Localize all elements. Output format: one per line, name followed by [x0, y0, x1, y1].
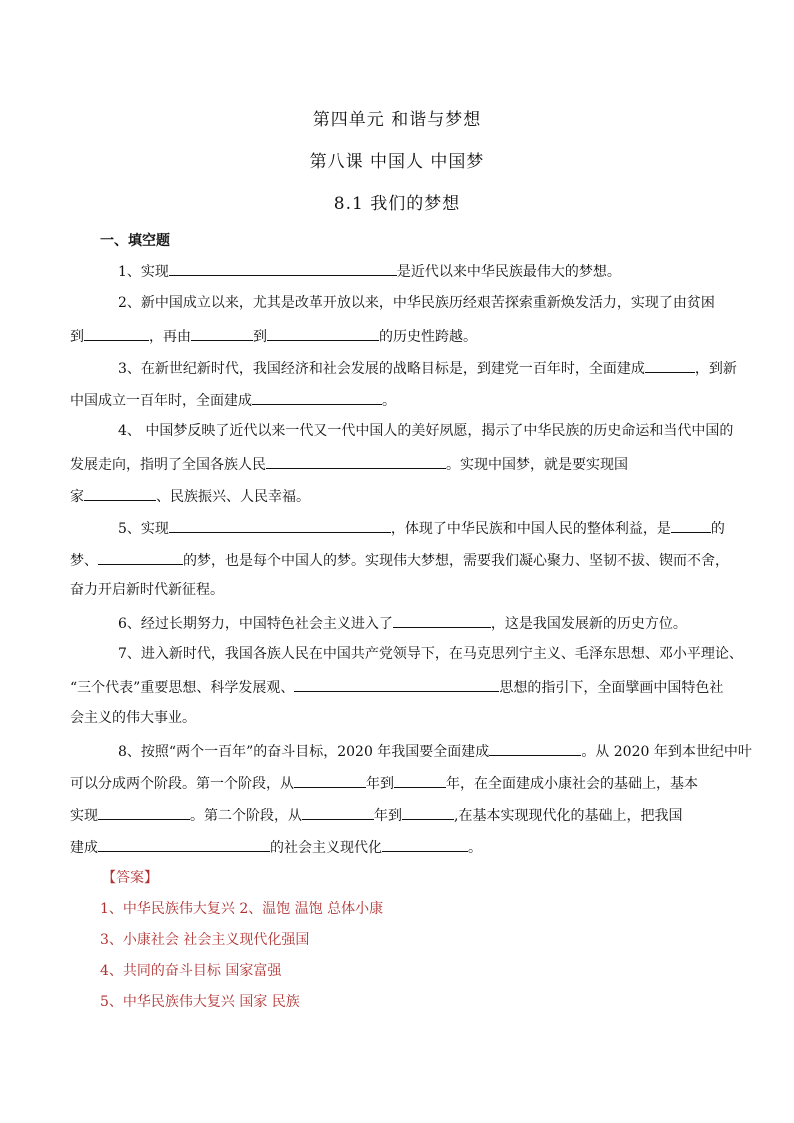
q5-text-b: ，体现了中华民族和中国人民的整体利益，是: [390, 521, 671, 537]
question-4-line-2: [70, 453, 628, 475]
q8-blank-3[interactable]: [394, 772, 446, 788]
q8-blank-7[interactable]: [98, 836, 270, 852]
question-4-line-1: 4、 中国梦反映了近代以来一代又一代中国人的美好夙愿，揭示了中华民族的历史命运和当代中国的: [118, 423, 734, 439]
unit-title: 第四单元 和谐与梦想: [312, 110, 482, 130]
q4-text-c: 家: [70, 489, 84, 505]
q3-blank-1[interactable]: [645, 357, 695, 373]
q6-blank[interactable]: [393, 612, 491, 628]
q8-text-b: 。从 2020 年到本世纪中叶: [581, 744, 752, 760]
q8-blank-1[interactable]: [489, 740, 581, 756]
q1-text-a: 1、实现: [118, 264, 169, 280]
q8-blank-4[interactable]: [98, 804, 190, 820]
question-8-line-4: [70, 836, 482, 858]
question-7-line-3: 会主义的伟大事业。: [70, 710, 196, 726]
q8-text-d: 年到: [366, 776, 394, 792]
q7-text-a: “三个代表”重要思想、科学发展观、: [70, 680, 295, 696]
q5-blank-2[interactable]: [671, 517, 711, 533]
q3-blank-2[interactable]: [252, 389, 382, 405]
q6-text-b: ，这是我国发展新的历史方位。: [490, 616, 687, 632]
q8-text-f: 实现: [70, 808, 98, 824]
question-4-line-3: [70, 485, 310, 507]
q5-text-c: 的: [710, 521, 725, 537]
question-8-line-1: [118, 740, 752, 762]
question-1: [118, 260, 621, 282]
question-3-line-2: [70, 389, 396, 411]
q8-blank-6[interactable]: [402, 804, 454, 820]
question-7-line-1: 7、进入新时代，我国各族人民在中国共产党领导下，在马克思列宁主义、毛泽东思想、邓小平理论、: [118, 646, 743, 662]
q2-text-a: 到: [70, 329, 84, 345]
answer-line-4: 5、中华民族伟大复兴 国家 民族: [100, 994, 300, 1010]
q8-text-g: 。第二个阶段，从: [190, 808, 302, 824]
q8-text-h: 年到: [374, 808, 402, 824]
section-title: 8.1 我们的梦想: [333, 194, 461, 214]
q8-text-a: 8、按照“两个一百年”的奋斗目标，2020 年我国要全面建成: [118, 744, 490, 760]
q7-text-b: 思想的指引下，全面擘画中国特色社: [499, 680, 724, 696]
q8-text-e: 年，在全面建成小康社会的基础上，基本: [446, 776, 698, 792]
q8-text-i: ,在基本实现现代化的基础上，把我国: [454, 808, 683, 824]
q2-blank-2[interactable]: [191, 325, 253, 341]
q8-blank-8[interactable]: [382, 836, 468, 852]
answers-heading: 【答案】: [102, 870, 158, 886]
answer-line-3: 4、共同的奋斗目标 国家富强: [100, 963, 282, 979]
question-8-line-3: [70, 804, 682, 826]
q4-text-b: 。实现中国梦，就是要实现国: [446, 457, 628, 473]
q3-text-c: 中国成立一百年时，全面建成: [70, 393, 252, 409]
question-3-line-1: [118, 357, 737, 379]
q3-text-b: ，到新: [694, 361, 737, 377]
q3-text-d: 。: [382, 393, 396, 409]
q2-blank-3[interactable]: [267, 325, 379, 341]
q2-text-d: 的历史性跨越。: [379, 329, 477, 345]
question-5-line-1: [118, 517, 725, 539]
q1-blank[interactable]: [169, 260, 397, 276]
answer-line-1: 1、中华民族伟大复兴 2、温饱 温饱 总体小康: [100, 901, 384, 917]
question-2-line-2: [70, 325, 477, 347]
q6-text-a: 6、经过长期努力，中国特色社会主义进入了: [118, 616, 393, 632]
lesson-title: 第八课 中国人 中国梦: [309, 152, 485, 172]
q8-blank-2[interactable]: [294, 772, 366, 788]
q2-text-b: ，再由: [149, 329, 191, 345]
fill-blank-heading: 一、填空题: [100, 233, 170, 249]
q8-text-j: 建成: [70, 840, 98, 856]
q7-blank[interactable]: [294, 676, 499, 692]
question-5-line-2: [70, 549, 729, 571]
q8-text-c: 可以分成两个阶段。第一个阶段，从: [70, 776, 294, 792]
q5-text-e: 的梦，也是每个中国人的梦。实现伟大梦想，需要我们凝心聚力、坚韧不拔、锲而不舍，: [183, 553, 729, 569]
q5-text-d: 梦、: [70, 553, 98, 569]
q8-blank-5[interactable]: [302, 804, 374, 820]
q4-text-a: 发展走向，指明了全国各族人民: [70, 457, 266, 473]
q2-text-c: 到: [253, 329, 267, 345]
question-8-line-2: [70, 772, 698, 794]
question-7-line-2: [70, 676, 723, 698]
q2-blank-1[interactable]: [84, 325, 149, 341]
answer-line-2: 3、小康社会 社会主义现代化强国: [100, 932, 310, 948]
q5-blank-3[interactable]: [98, 549, 183, 565]
q8-text-k: 的社会主义现代化: [270, 840, 382, 856]
q4-blank-1[interactable]: [266, 453, 446, 469]
question-6: [118, 612, 687, 634]
question-2-line-1: 2、新中国成立以来，尤其是改革开放以来，中华民族历经艰苦探索重新焕发活力，实现了由贫困: [118, 295, 715, 311]
question-5-line-3: 奋力开启新时代新征程。: [70, 582, 224, 598]
q8-text-l: 。: [468, 840, 482, 856]
q5-text-a: 5、实现: [118, 521, 169, 537]
q5-blank-1[interactable]: [169, 517, 391, 533]
q4-blank-2[interactable]: [84, 485, 156, 501]
q1-text-b: 是近代以来中华民族最伟大的梦想。: [396, 264, 621, 280]
q4-text-d: 、民族振兴、人民幸福。: [156, 489, 310, 505]
q3-text-a: 3、在新世纪新时代，我国经济和社会发展的战略目标是，到建党一百年时，全面建成: [118, 361, 645, 377]
